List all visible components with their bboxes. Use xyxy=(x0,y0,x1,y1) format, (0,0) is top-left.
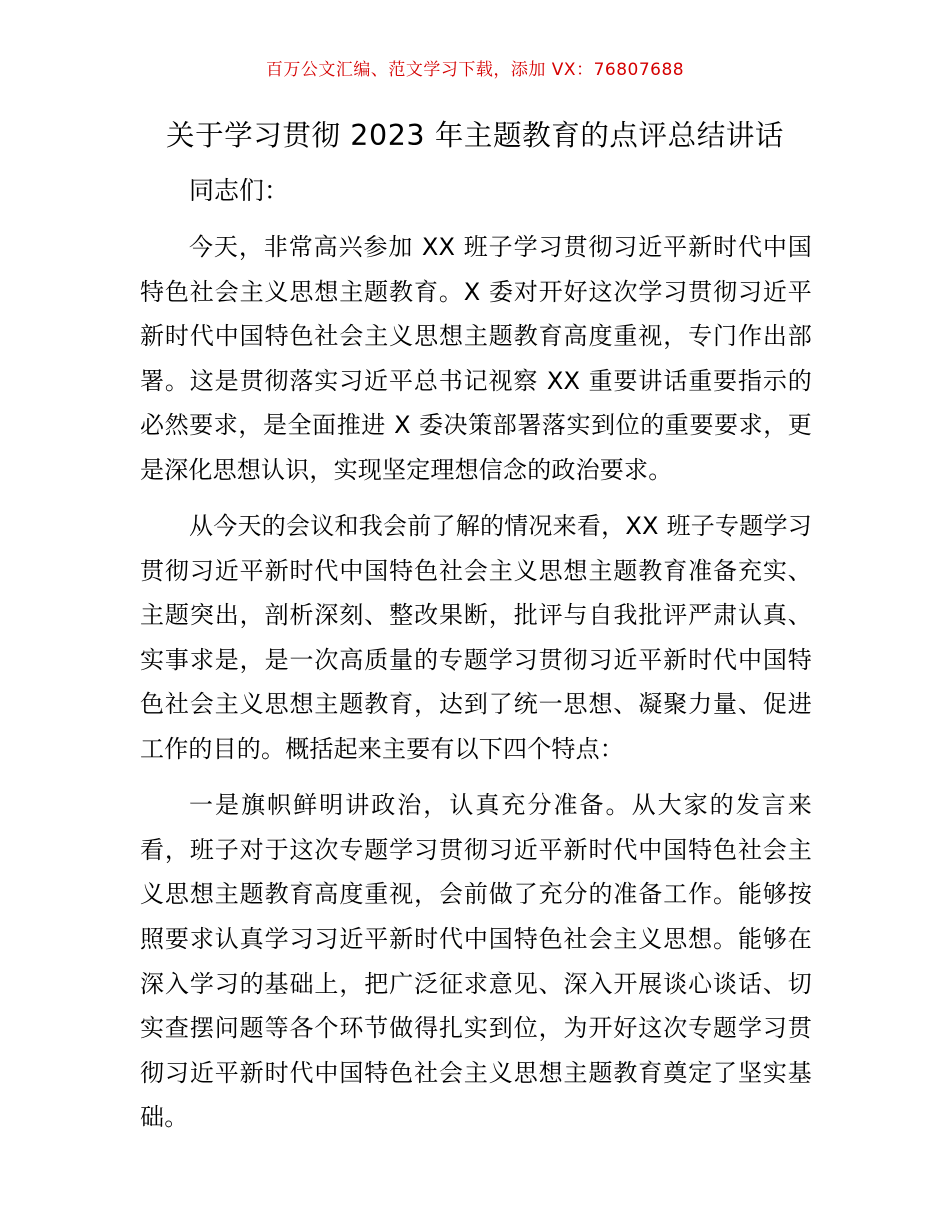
watermark-banner: 百万公文汇编、范文学习下载，添加 VX：76807688 xyxy=(265,60,685,80)
document-body xyxy=(140,225,812,1151)
paragraph-assessment: 从今天的会议和我会前了解的情况来看，XX 班子专题学习贯彻习近平新时代中国特色社会主义思想主题教育准备充实、主题突出，剖析深刻、整改果断，批评与自我批评严肃认真、实事求是，是一次高质量的专题学习贯彻习近平新时代中国特色社会主义思想主题教育，达到了统一思想、凝聚力量、促进工作的目的。概括起来主要有以下四个特点： xyxy=(140,512,812,764)
salutation: 同志们： xyxy=(189,176,290,205)
document-title: 关于学习贯彻 2023 年主题教育的点评总结讲话 xyxy=(165,119,785,152)
paragraph-feature-one: 一是旗帜鲜明讲政治，认真充分准备。从大家的发言来看，班子对于这次专题学习贯彻习近平新时代中国特色社会主义思想主题教育高度重视，会前做了充分的准备工作。能够按照要求认真学习习近平新时代中国特色社会主义思想。能够在深入学习的基础上，把广泛征求意见、深入开展谈心谈话、切实查摆问题等各个环节做得扎实到位，为开好这次专题学习贯彻习近平新时代中国特色社会主义思想主题教育奠定了坚实基础。 xyxy=(140,791,812,1132)
paragraph-intro: 今天，非常高兴参加 XX 班子学习贯彻习近平新时代中国特色社会主义思想主题教育。X 委对开好这次学习贯彻习近平新时代中国特色社会主义思想主题教育高度重视，专门作出部署。这是贯彻落实习近平总书记视察 XX 重要讲话重要指示的必然要求，是全面推进 X 委决策部署落实到位的重要要求，更是深化思想认识，实现坚定理想信念的政治要求。 xyxy=(140,233,812,484)
